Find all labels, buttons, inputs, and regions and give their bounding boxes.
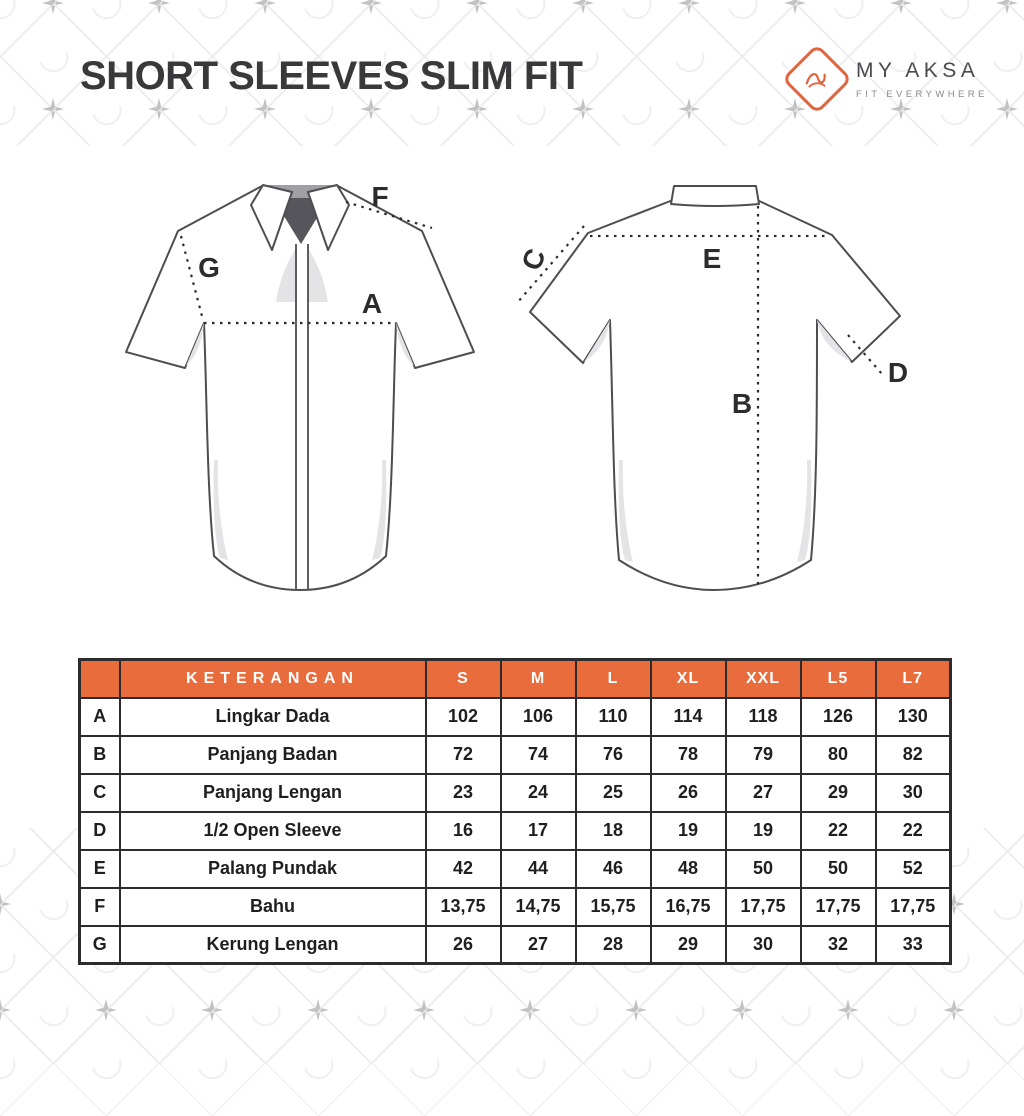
pattern-monogram (669, 990, 709, 1030)
corner-header-cell (80, 660, 120, 698)
pattern-monogram (934, 0, 974, 23)
table-row (80, 774, 951, 812)
row-value-cell: 29 (651, 926, 726, 964)
row-value-cell: 15,75 (576, 888, 651, 926)
pattern-monogram (510, 0, 550, 23)
size-table (78, 658, 952, 965)
size-col-header: XXL (726, 660, 801, 698)
row-label-cell: Kerung Lengan (120, 926, 426, 964)
row-value-cell: 126 (801, 698, 876, 736)
row-label-cell: 1/2 Open Sleeve (120, 812, 426, 850)
back-shirt (515, 186, 908, 590)
row-key-cell: D (80, 812, 120, 850)
row-value-cell: 52 (876, 850, 951, 888)
size-col-header: S (426, 660, 501, 698)
row-value-cell: 28 (576, 926, 651, 964)
pattern-monogram (722, 89, 762, 129)
row-value-cell: 26 (651, 774, 726, 812)
pattern-monogram (33, 36, 73, 76)
pattern-monogram (775, 990, 815, 1030)
brand-text (856, 59, 988, 100)
row-value-cell: 23 (426, 774, 501, 812)
keterangan-header: KETERANGAN (120, 660, 426, 698)
pattern-monogram (510, 1043, 550, 1083)
row-value-cell: 76 (576, 736, 651, 774)
pattern-monogram (987, 990, 1024, 1030)
size-col-header: L7 (876, 660, 951, 698)
row-value-cell: 79 (726, 736, 801, 774)
measure-label-b: B (732, 388, 752, 419)
pattern-monogram (987, 884, 1024, 924)
row-value-cell: 114 (651, 698, 726, 736)
size-col-header: L5 (801, 660, 876, 698)
table-row (80, 736, 951, 774)
row-value-cell: 17,75 (726, 888, 801, 926)
row-value-cell: 30 (726, 926, 801, 964)
row-value-cell: 27 (501, 926, 576, 964)
table-row (80, 812, 951, 850)
pattern-monogram (563, 990, 603, 1030)
row-value-cell: 46 (576, 850, 651, 888)
brand-tagline: FIT EVERYWHERE (856, 89, 988, 100)
row-value-cell: 106 (501, 698, 576, 736)
row-value-cell: 32 (801, 926, 876, 964)
pattern-monogram (616, 1043, 656, 1083)
pattern-monogram (669, 36, 709, 76)
pattern-monogram (404, 0, 444, 23)
pattern-monogram (33, 884, 73, 924)
row-value-cell: 72 (426, 736, 501, 774)
table-row (80, 888, 951, 926)
table-row (80, 850, 951, 888)
pattern-monogram (0, 937, 20, 977)
size-diagram (80, 160, 960, 615)
pattern-monogram (86, 1043, 126, 1083)
size-col-header: L (576, 660, 651, 698)
pattern-monogram (722, 0, 762, 23)
row-key-cell: G (80, 926, 120, 964)
pattern-monogram (828, 0, 868, 23)
row-value-cell: 78 (651, 736, 726, 774)
page-title: SHORT SLEEVES SLIM FIT (80, 54, 582, 99)
pattern-monogram (0, 1043, 20, 1083)
brand-lockup (788, 50, 1008, 114)
row-value-cell: 42 (426, 850, 501, 888)
row-value-cell: 50 (726, 850, 801, 888)
pattern-monogram (298, 0, 338, 23)
row-value-cell: 16,75 (651, 888, 726, 926)
row-value-cell: 33 (876, 926, 951, 964)
pattern-monogram (457, 990, 497, 1030)
brand-name: MY AKSA (856, 59, 988, 83)
row-label-cell: Bahu (120, 888, 426, 926)
row-label-cell: Panjang Badan (120, 736, 426, 774)
row-value-cell: 74 (501, 736, 576, 774)
pattern-monogram (616, 0, 656, 23)
row-value-cell: 26 (426, 926, 501, 964)
row-value-cell: 24 (501, 774, 576, 812)
pattern-monogram (828, 1043, 868, 1083)
row-label-cell: Palang Pundak (120, 850, 426, 888)
row-value-cell: 17 (501, 812, 576, 850)
size-table-header-row (80, 660, 951, 698)
row-label-cell: Lingkar Dada (120, 698, 426, 736)
row-value-cell: 118 (726, 698, 801, 736)
size-col-header: M (501, 660, 576, 698)
table-row (80, 926, 951, 964)
row-value-cell: 130 (876, 698, 951, 736)
brand-logo-icon (782, 44, 853, 115)
measure-label-f: F (371, 181, 388, 212)
row-value-cell: 19 (651, 812, 726, 850)
pattern-monogram (722, 1043, 762, 1083)
row-value-cell: 30 (876, 774, 951, 812)
size-col-header: XL (651, 660, 726, 698)
row-value-cell: 50 (801, 850, 876, 888)
pattern-monogram (0, 831, 20, 871)
row-value-cell: 16 (426, 812, 501, 850)
row-value-cell: 27 (726, 774, 801, 812)
pattern-monogram (881, 990, 921, 1030)
row-value-cell: 110 (576, 698, 651, 736)
shirts-illustration (80, 160, 960, 615)
pattern-monogram (298, 1043, 338, 1083)
pattern-monogram (192, 0, 232, 23)
row-key-cell: B (80, 736, 120, 774)
pattern-monogram (139, 990, 179, 1030)
row-value-cell: 22 (801, 812, 876, 850)
row-value-cell: 19 (726, 812, 801, 850)
measure-label-e: E (703, 243, 722, 274)
measure-label-a: A (362, 288, 382, 319)
pattern-monogram (616, 89, 656, 129)
row-value-cell: 14,75 (501, 888, 576, 926)
row-value-cell: 18 (576, 812, 651, 850)
row-value-cell: 25 (576, 774, 651, 812)
row-value-cell: 102 (426, 698, 501, 736)
row-value-cell: 17,75 (876, 888, 951, 926)
front-shirt (126, 181, 474, 590)
row-value-cell: 29 (801, 774, 876, 812)
row-value-cell: 17,75 (801, 888, 876, 926)
row-key-cell: A (80, 698, 120, 736)
diamond-monogram-icon (800, 62, 834, 96)
row-key-cell: E (80, 850, 120, 888)
measure-label-c: C (515, 244, 551, 274)
table-row (80, 698, 951, 736)
row-value-cell: 44 (501, 850, 576, 888)
pattern-monogram (934, 1043, 974, 1083)
pattern-monogram (33, 990, 73, 1030)
row-key-cell: C (80, 774, 120, 812)
pattern-monogram (404, 1043, 444, 1083)
measure-label-g: G (198, 252, 220, 283)
row-key-cell: F (80, 888, 120, 926)
row-value-cell: 22 (876, 812, 951, 850)
pattern-monogram (86, 0, 126, 23)
row-value-cell: 80 (801, 736, 876, 774)
pattern-monogram (0, 0, 20, 23)
pattern-monogram (245, 990, 285, 1030)
pattern-monogram (0, 89, 20, 129)
size-table-body (80, 698, 951, 964)
pattern-monogram (192, 1043, 232, 1083)
row-value-cell: 48 (651, 850, 726, 888)
row-label-cell: Panjang Lengan (120, 774, 426, 812)
measure-label-d: D (888, 357, 908, 388)
row-value-cell: 13,75 (426, 888, 501, 926)
row-value-cell: 82 (876, 736, 951, 774)
pattern-monogram (351, 990, 391, 1030)
